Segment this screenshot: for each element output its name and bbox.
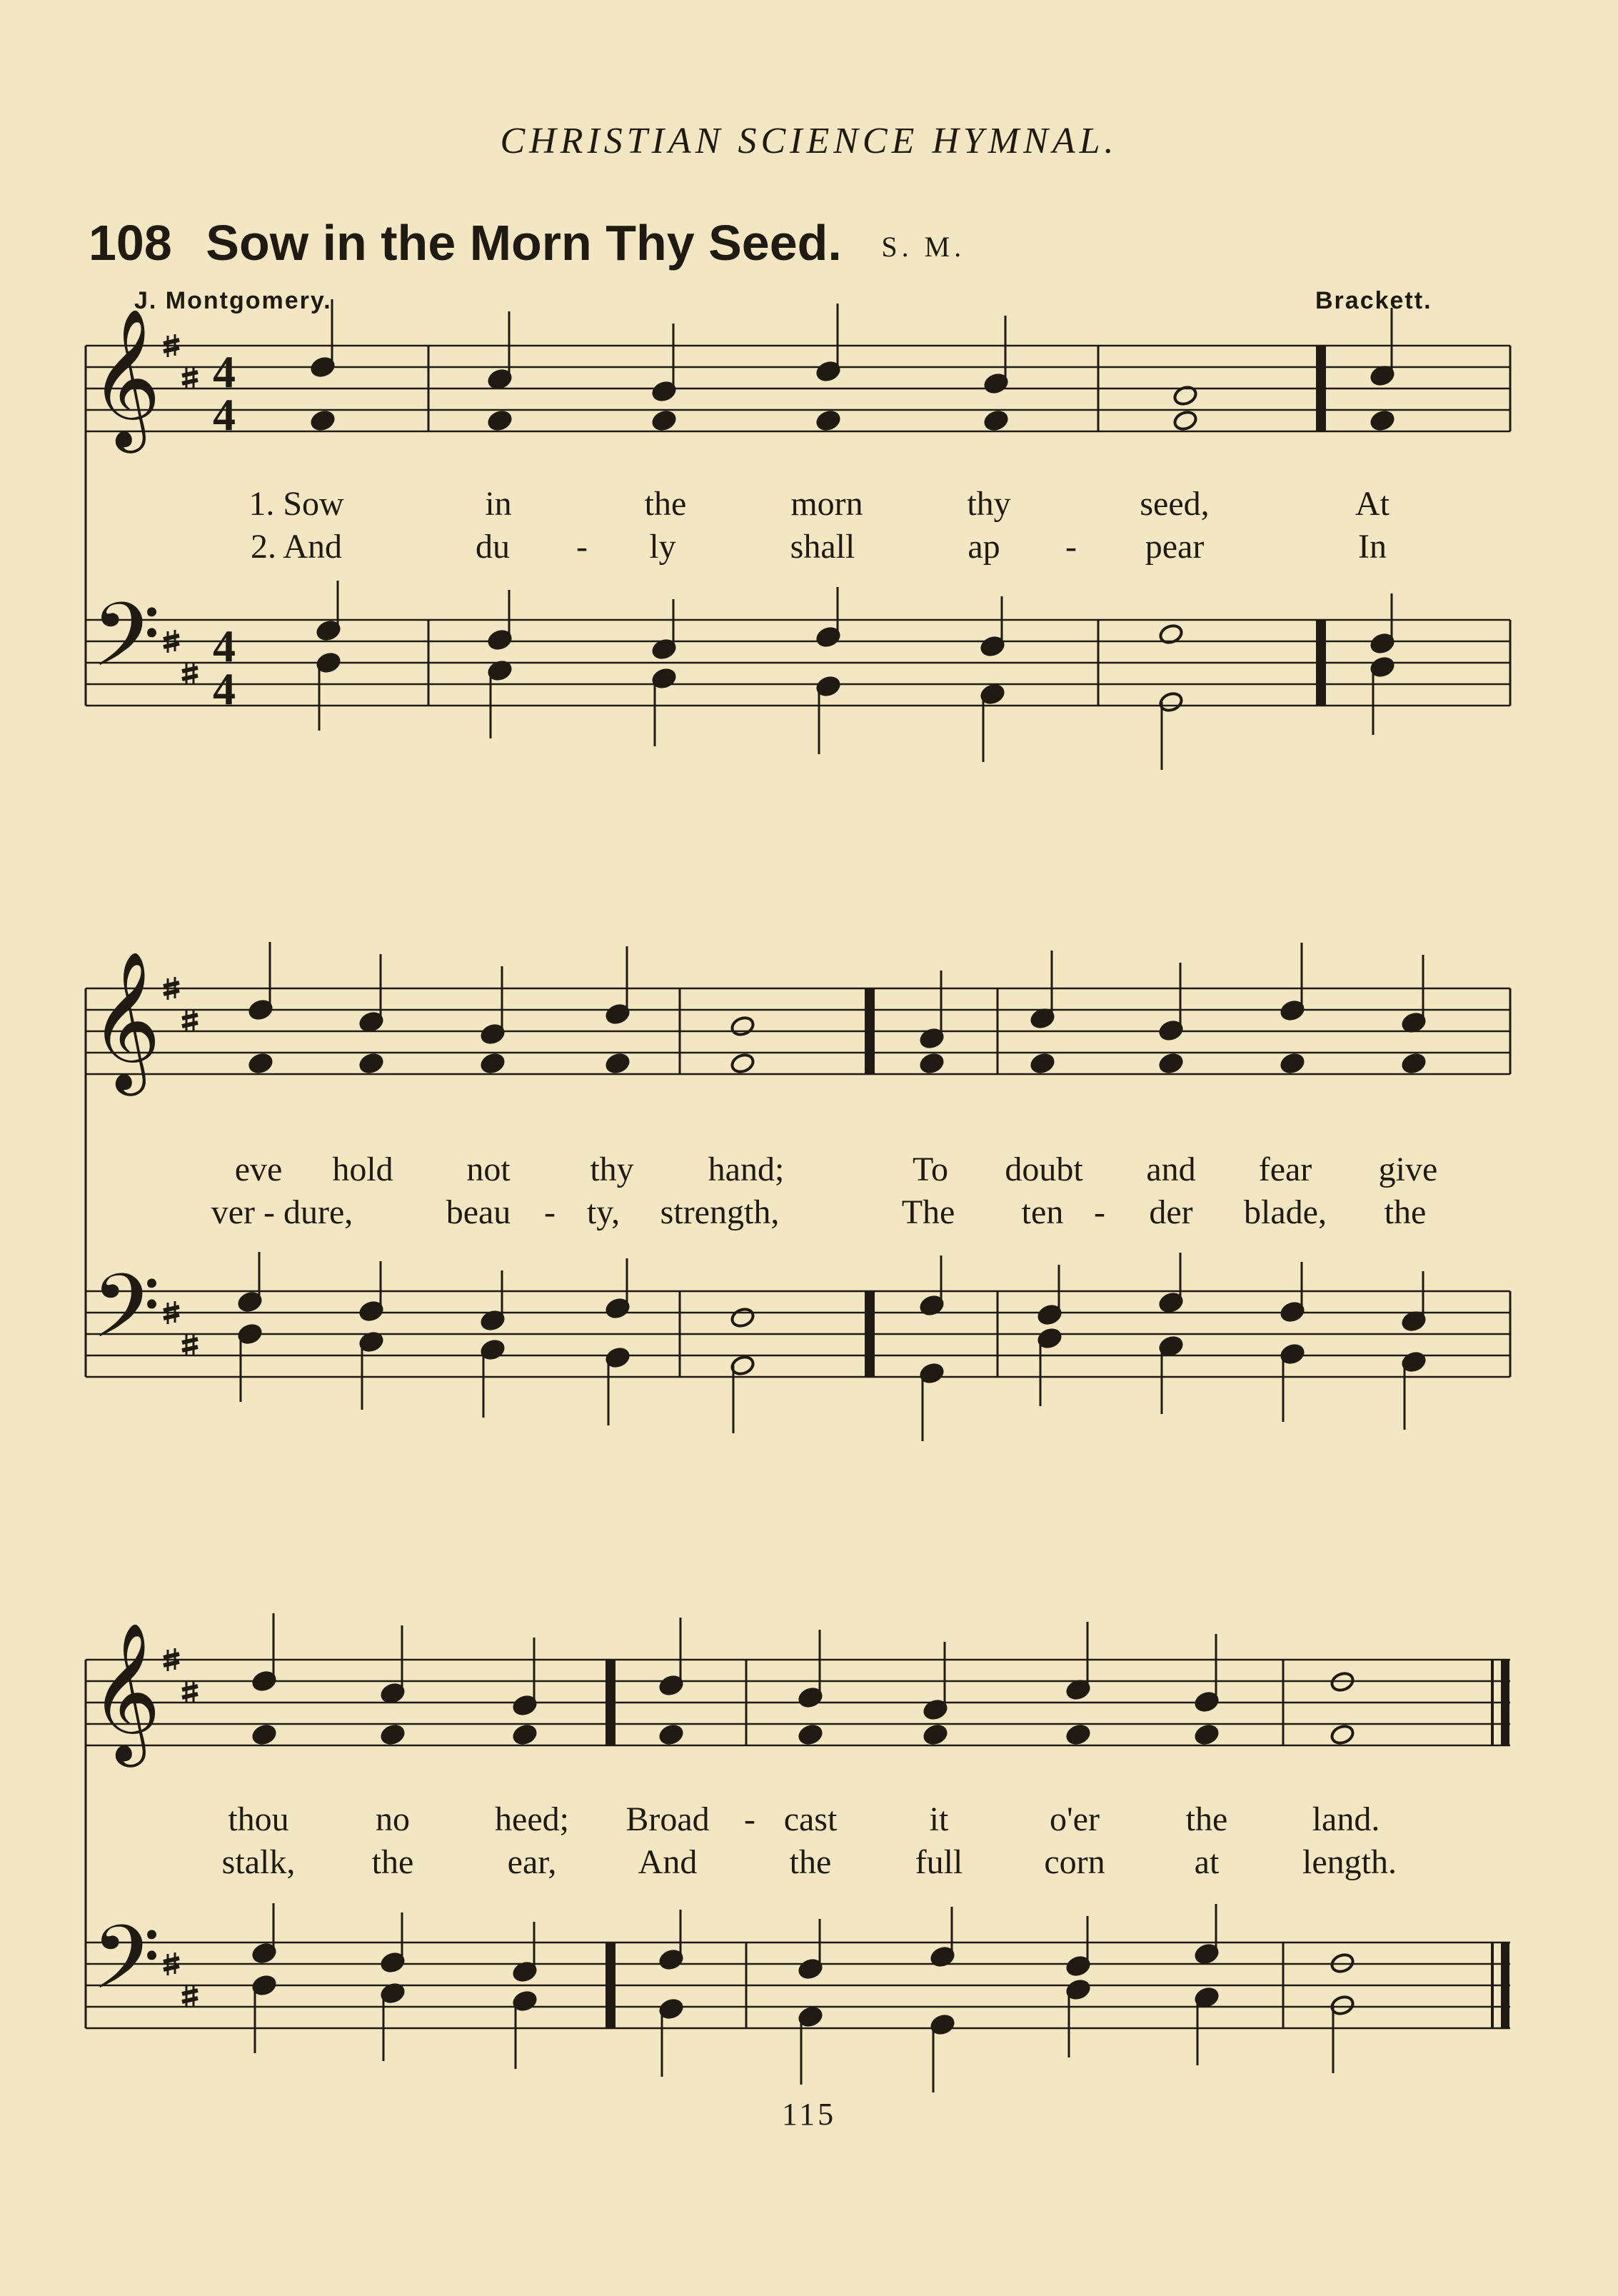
lyric-word: it: [929, 1800, 949, 1838]
lyric-word: thy: [967, 485, 1011, 523]
lyric-word: hold: [332, 1150, 393, 1188]
lyric-word: land.: [1312, 1800, 1380, 1838]
note-head: [983, 409, 1009, 432]
lyric-word: length.: [1302, 1843, 1397, 1881]
sharp-icon: [182, 1680, 198, 1703]
lyric-word: o'er: [1050, 1800, 1100, 1838]
lyric-word: At: [1355, 485, 1390, 523]
note-head: [512, 1723, 538, 1746]
hymn-number: 108: [89, 215, 172, 271]
lyric-word: stalk,: [221, 1843, 296, 1881]
lyric-word: ly: [649, 528, 676, 566]
lyric-word: hand;: [708, 1150, 785, 1188]
sharp-icon: [182, 1985, 198, 2007]
lyric-word: cast: [783, 1800, 838, 1838]
lyric-word: full: [915, 1843, 963, 1881]
note-head: [1370, 409, 1395, 432]
note-head: [919, 1052, 945, 1075]
lyric-word: -: [576, 528, 588, 566]
bass-clef-icon: 𝄢: [91, 584, 161, 708]
lyric-word: der: [1149, 1193, 1193, 1231]
time-signature-top: 4: [213, 346, 236, 397]
lyric-word: strength,: [660, 1193, 780, 1231]
lyric-word: no: [376, 1800, 410, 1838]
note-head: [251, 1723, 277, 1746]
lyric-word: Broad: [625, 1800, 710, 1838]
bass-clef-icon: 𝄢: [91, 1907, 161, 2031]
note-head: [310, 409, 336, 432]
lyric-word: at: [1194, 1843, 1220, 1881]
note-head: [658, 1723, 684, 1746]
note-head: [923, 1723, 948, 1746]
note-head: [1194, 1723, 1220, 1746]
lyric-word: seed,: [1140, 485, 1210, 523]
time-signature-bottom: 4: [213, 663, 236, 714]
note-head: [1158, 1052, 1184, 1075]
lyric-word: -: [544, 1193, 556, 1231]
note-head: [1330, 1723, 1355, 1746]
bass-clef-icon: 𝄢: [91, 1255, 161, 1380]
note-head: [1172, 409, 1198, 432]
lyric-word: in: [485, 485, 512, 523]
lyric-word: heed;: [495, 1800, 569, 1838]
lyric-word: ear,: [507, 1843, 557, 1881]
lyric-word: the: [789, 1843, 832, 1881]
lyric-word: 1. Sow: [248, 485, 344, 523]
lyric-word: shall: [790, 528, 855, 566]
lyric-word: 2. And: [250, 528, 343, 566]
words-credit: J. Montgomery.: [134, 287, 332, 314]
lyric-word: To: [913, 1150, 948, 1188]
lyric-word: corn: [1044, 1843, 1105, 1881]
lyric-word: thou: [228, 1800, 289, 1838]
lyric-word: beau: [446, 1193, 511, 1231]
lyric-word: In: [1358, 528, 1387, 566]
lyric-word: doubt: [1005, 1150, 1083, 1188]
note-head: [730, 1306, 755, 1329]
note-head: [487, 409, 513, 432]
lyric-word: du: [476, 528, 510, 566]
lyric-word: morn: [790, 485, 863, 523]
lyric-word: thy: [590, 1150, 634, 1188]
hymn-meter: S. M.: [881, 231, 966, 264]
note-head: [798, 1723, 823, 1746]
lyric-word: the: [371, 1843, 414, 1881]
lyric-word: the: [1185, 1800, 1228, 1838]
note-head: [1401, 1052, 1427, 1075]
lyric-word: ty,: [586, 1193, 620, 1231]
book-running-title: CHRISTIAN SCIENCE HYMNAL.: [500, 121, 1118, 161]
lyric-word: ap: [968, 528, 1000, 566]
note-head: [248, 1052, 273, 1075]
treble-clef-icon: 𝄞: [90, 307, 161, 447]
lyric-word: fear: [1258, 1150, 1312, 1188]
sharp-icon: [182, 1009, 198, 1032]
lyric-word: pear: [1145, 528, 1205, 566]
lyric-word: And: [638, 1843, 698, 1881]
lyric-word: -: [1094, 1193, 1105, 1231]
note-head: [480, 1052, 506, 1075]
note-head: [1280, 1052, 1305, 1075]
note-head: [358, 1052, 384, 1075]
music-credit: Brackett.: [1315, 287, 1432, 314]
page-number: 115: [781, 2097, 837, 2132]
treble-clef-icon: 𝄞: [90, 950, 161, 1090]
note-head: [815, 409, 841, 432]
lyric-word: give: [1378, 1150, 1438, 1188]
note-head: [651, 409, 677, 432]
lyric-word: eve: [234, 1150, 283, 1188]
lyric-word: blade,: [1244, 1193, 1327, 1231]
note-head: [730, 1052, 755, 1075]
note-head: [380, 1723, 406, 1746]
lyric-word: not: [466, 1150, 511, 1188]
lyric-word: The: [901, 1193, 955, 1231]
lyric-word: the: [644, 485, 687, 523]
note-head: [730, 1015, 755, 1038]
note-head: [605, 1052, 630, 1075]
lyric-word: -: [1065, 528, 1077, 566]
time-signature-top: 4: [213, 621, 236, 671]
sharp-icon: [182, 366, 198, 389]
time-signature-bottom: 4: [213, 389, 236, 440]
sharp-icon: [182, 1333, 198, 1356]
note-head: [1065, 1723, 1091, 1746]
lyric-word: the: [1384, 1193, 1427, 1231]
hymn-title: Sow in the Morn Thy Seed.: [206, 215, 842, 271]
sharp-icon: [182, 662, 198, 685]
lyric-word: and: [1146, 1150, 1196, 1188]
treble-clef-icon: 𝄞: [90, 1621, 161, 1761]
note-head: [1030, 1052, 1055, 1075]
lyric-word: ten: [1021, 1193, 1064, 1231]
lyric-word: -: [744, 1800, 755, 1838]
lyric-word: ver - dure,: [211, 1193, 353, 1231]
